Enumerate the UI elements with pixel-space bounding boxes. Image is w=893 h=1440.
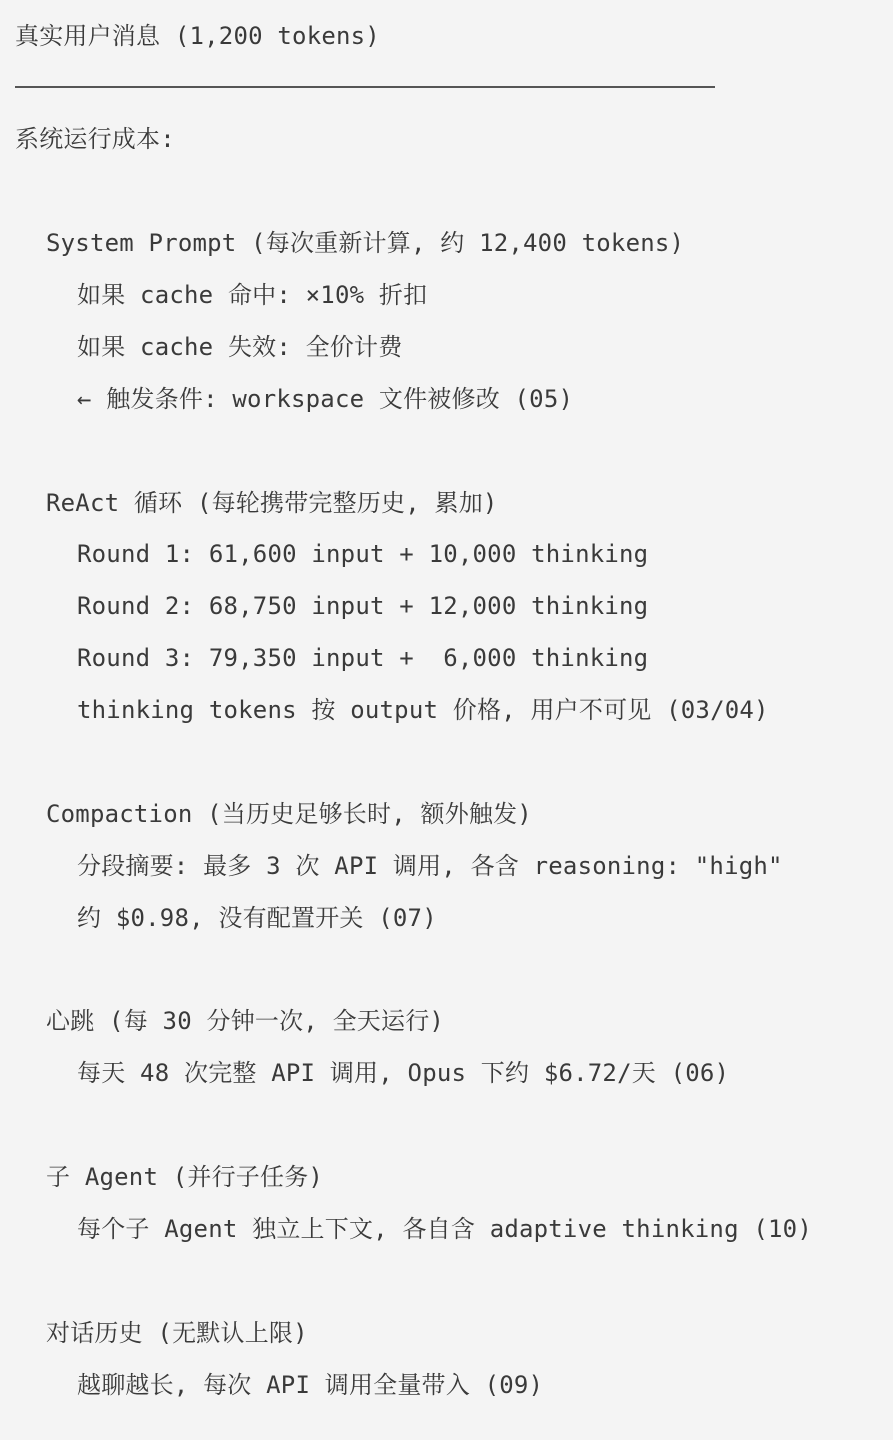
section-line: 分段摘要: 最多 3 次 API 调用, 各含 reasoning: "high"	[77, 852, 783, 880]
section-line: 如果 cache 失效: 全价计费	[77, 333, 403, 361]
cost-heading: 系统运行成本:	[15, 125, 175, 153]
section-line: Round 1: 61,600 input + 10,000 thinking	[77, 540, 649, 568]
section-heading-react-loop: ReAct 循环 (每轮携带完整历史, 累加)	[46, 489, 498, 517]
section-line: 每天 48 次完整 API 调用, Opus 下约 $6.72/天 (06)	[77, 1059, 730, 1087]
section-heading-compaction: Compaction (当历史足够长时, 额外触发)	[46, 800, 532, 828]
section-line: 如果 cache 命中: ×10% 折扣	[77, 281, 428, 309]
section-heading-system-prompt: System Prompt (每次重新计算, 约 12,400 tokens)	[46, 229, 685, 257]
section-line: thinking tokens 按 output 价格, 用户不可见 (03/04)	[77, 696, 769, 724]
section-line: 每个子 Agent 独立上下文, 各自含 adaptive thinking (10)	[77, 1215, 812, 1243]
section-line: 约 $0.98, 没有配置开关 (07)	[77, 904, 437, 932]
section-line: Round 2: 68,750 input + 12,000 thinking	[77, 592, 649, 620]
section-line: ← 触发条件: workspace 文件被修改 (05)	[77, 385, 574, 413]
divider	[15, 86, 715, 88]
section-heading-conversation-history: 对话历史 (无默认上限)	[46, 1319, 308, 1347]
section-heading-sub-agent: 子 Agent (并行子任务)	[46, 1163, 324, 1191]
section-heading-heartbeat: 心跳 (每 30 分钟一次, 全天运行)	[46, 1007, 445, 1035]
message-title: 真实用户消息 (1,200 tokens)	[15, 22, 380, 50]
section-line: Round 3: 79,350 input + 6,000 thinking	[77, 644, 649, 672]
section-line: 越聊越长, 每次 API 调用全量带入 (09)	[77, 1371, 544, 1399]
